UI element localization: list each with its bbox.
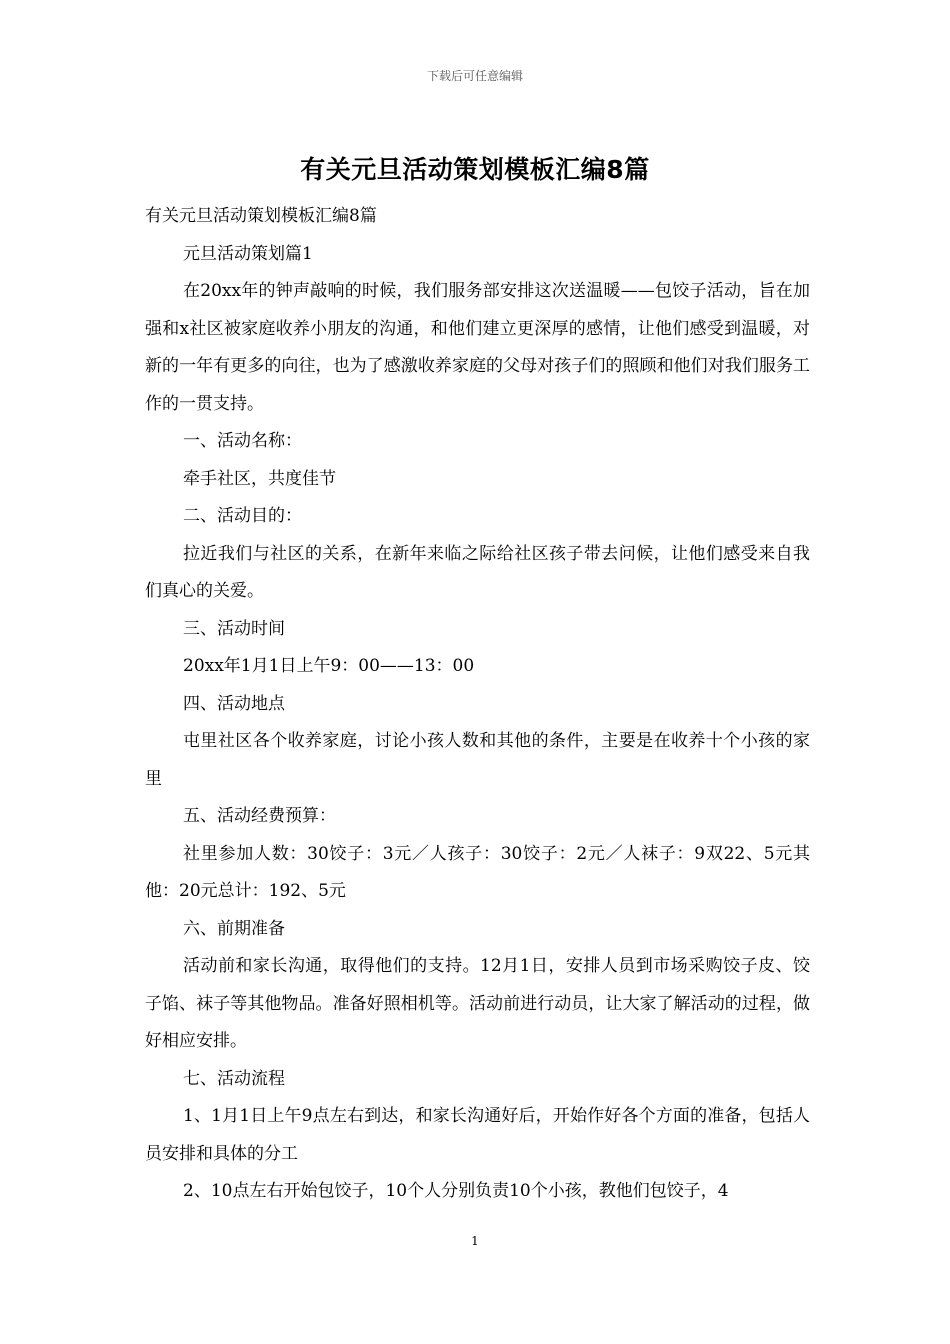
document-title: 有关元旦活动策划模板汇编8篇 (300, 155, 650, 184)
section-heading: 六、前期准备 (183, 918, 285, 939)
section-heading: 五、活动经费预算： (183, 806, 336, 826)
subtitle-paragraph: 有关元旦活动策划模板汇编8篇 (145, 206, 377, 226)
section-heading: 二、活动目的： (183, 506, 302, 526)
body-paragraph: 活动前和家长沟通，取得他们的支持。12月1日，安排人员到市场采购饺子皮、饺子馅、袜子等其他物品。准备好照相机等。活动前进行动员，让大家了解活动的过程，做好相应安排。 (145, 956, 810, 1051)
section-heading: 三、活动时间 (183, 618, 285, 639)
body-paragraph: 2、10点左右开始包饺子，10个人分别负责10个小孩，教他们包饺子，4 (183, 1181, 729, 1201)
body-paragraph: 1、1月1日上午9点左右到达，和家长沟通好后，开始作好各个方面的准备，包括人员安排和具体的分工 (145, 1106, 810, 1164)
section-heading: 元旦活动策划篇1 (183, 243, 313, 264)
header-note: 下载后可任意编辑 (426, 69, 523, 83)
body-paragraph: 拉近我们与社区的关系，在新年来临之际给社区孩子带去问候，让他们感受来自我们真心的关爱。 (145, 543, 810, 601)
body-paragraph: 在20xx年的钟声敲响的时候，我们服务部安排这次送温暖——包饺子活动，旨在加强和x社区被家庭收养小朋友的沟通，和他们建立更深厚的感情，让他们感受到温暖，对新的一年有更多的向往，也为了感激收养家庭的父母对孩子们的照顾和他们对我们服务工作的一贯支持。 (145, 281, 810, 414)
body-paragraph: 社里参加人数：30饺子：3元／人孩子：30饺子：2元／人袜子：9双22、5元其他：20元总计：192、5元 (145, 843, 810, 901)
section-heading: 四、活动地点 (183, 693, 285, 714)
body-paragraph: 牵手社区，共度佳节 (183, 468, 336, 489)
document-body (145, 198, 810, 1211)
page-number: 1 (471, 1234, 479, 1248)
section-heading: 七、活动流程 (183, 1068, 285, 1089)
body-paragraph: 屯里社区各个收养家庭，讨论小孩人数和其他的条件，主要是在收养十个小孩的家里 (145, 731, 810, 789)
section-heading: 一、活动名称： (183, 431, 302, 451)
body-paragraph: 20xx年1月1日上午9：00——13：00 (183, 656, 475, 676)
